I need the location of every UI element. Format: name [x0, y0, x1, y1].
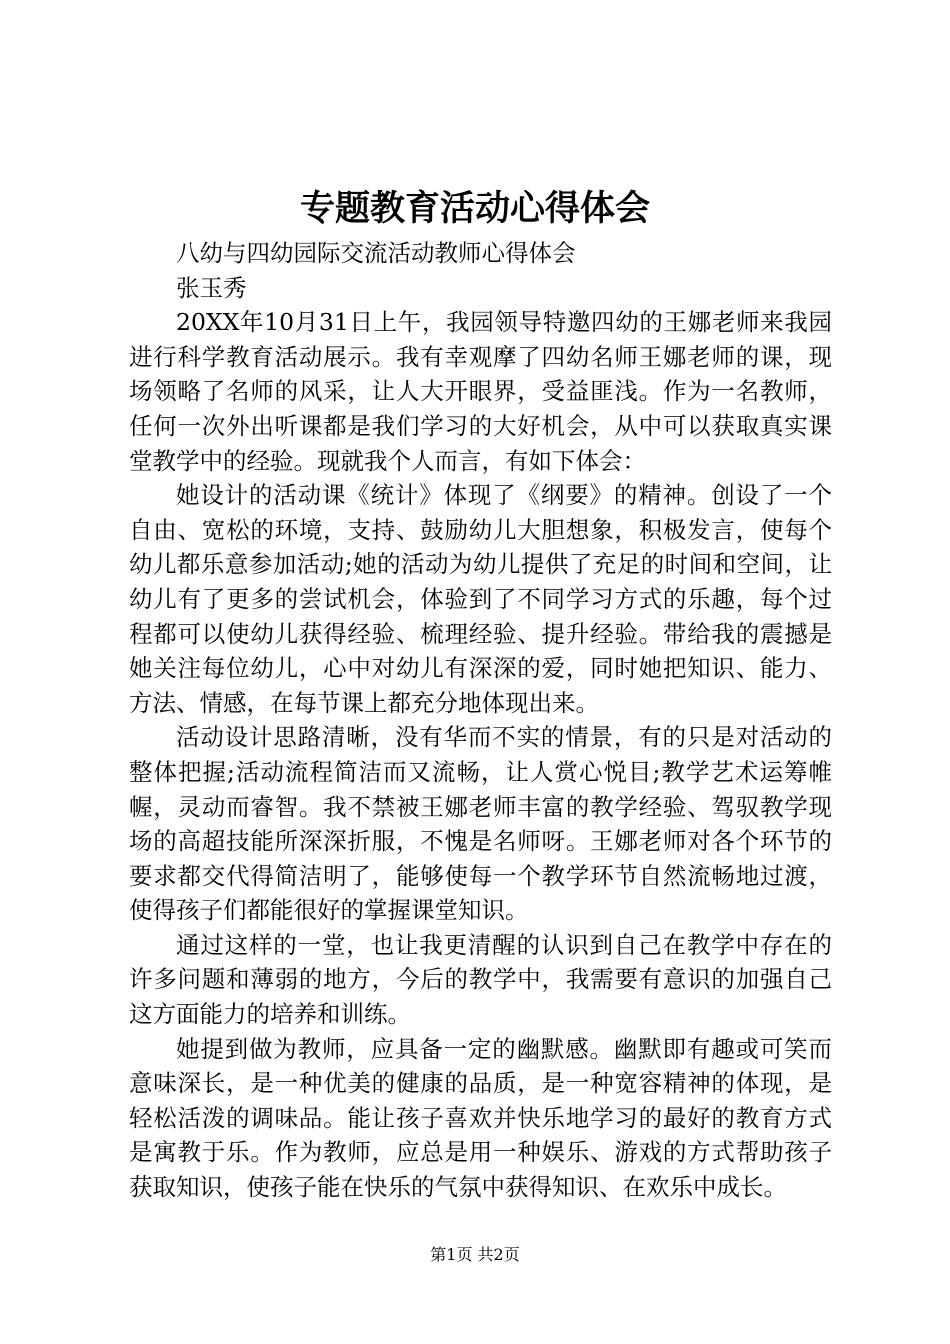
paragraph: 活动设计思路清晰，没有华而不实的情景，有的只是对活动的整体把握;活动流程简洁而又流畅，让人赏心悦目;教学艺术运筹帷幄，灵动而睿智。我不禁被王娜老师丰富的教学经验、驾驭教学现场的高超技能所深深折服，不愧是名师呀。王娜老师对各个环节的要求都交代得简洁明了，能够使每一个教学环节自然流畅地过渡，使得孩子们都能很好的掌握课堂知识。 — [129, 723, 832, 925]
document-subtitle: 八幼与四幼园际交流活动教师心得体会 — [176, 239, 576, 267]
paragraph: 她设计的活动课《统计》体现了《纲要》的精神。创设了一个自由、宽松的环境，支持、鼓励幼儿大胆想象，积极发言，使每个幼儿都乐意参加活动;她的活动为幼儿提供了充足的时间和空间，让幼儿有了更多的尝试机会，体验到了不同学习方式的乐趣，每个过程都可以使幼儿获得经验、梳理经验、提升经验。带给我的震撼是她关注每位幼儿，心中对幼儿有深深的爱，同时她把知识、能力、方法、情感，在每节课上都充分地体现出来。 — [129, 481, 832, 717]
paragraph: 20XX年10月31日上午，我园领导特邀四幼的王娜老师来我园进行科学教育活动展示。我有幸观摩了四幼名师王娜老师的课，现场领略了名师的风采，让人大开眼界，受益匪浅。作为一名教师，任何一次外出听课都是我们学习的大好机会，从中可以获取真实课堂教学中的经验。现就我个人而言，有如下体会： — [129, 308, 832, 475]
document-author: 张玉秀 — [176, 273, 247, 302]
paragraph: 她提到做为教师，应具备一定的幽默感。幽默即有趣或可笑而意味深长，是一种优美的健康的品质，是一种宽容精神的体现，是轻松活泼的调味品。能让孩子喜欢并快乐地学习的最好的教育方式是寓教于乐。作为教师，应总是用一种娱乐、游戏的方式帮助孩子获取知识，使孩子能在快乐的气氛中获得知识、在欢乐中成长。 — [129, 1034, 832, 1202]
paragraph: 通过这样的一堂，也让我更清醒的认识到自己在教学中存在的许多问题和薄弱的地方，今后的教学中，我需要有意识的加强自己这方面能力的培养和训练。 — [129, 930, 832, 1029]
document-title: 专题教育活动心得体会 — [299, 188, 650, 229]
document-body — [129, 236, 832, 1205]
page-number-footer: 第1页 共2页 — [430, 1245, 520, 1264]
